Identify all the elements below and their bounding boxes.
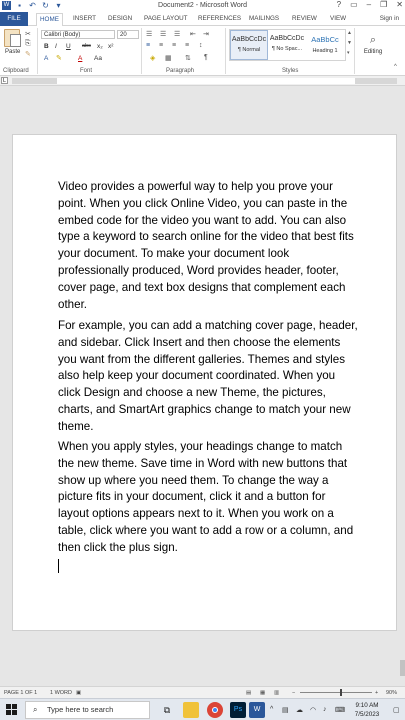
tab-review[interactable]: REVIEW	[292, 15, 317, 22]
taskbar	[0, 698, 405, 720]
style-heading-1[interactable]	[306, 30, 344, 60]
borders-icon[interactable]: ▦	[165, 55, 172, 62]
align-left-icon[interactable]: ≡	[146, 42, 151, 49]
paragraph-group-label: Paragraph	[166, 68, 195, 74]
tab-insert[interactable]: INSERT	[73, 15, 96, 22]
text-effects-button[interactable]: A	[44, 55, 49, 62]
bullets-icon[interactable]: ☰	[146, 31, 153, 38]
change-case-button[interactable]: Aa	[94, 55, 102, 62]
window-controls	[337, 0, 403, 9]
ruler-track	[12, 78, 397, 84]
title-bar	[0, 0, 405, 12]
taskbar-clock[interactable]	[347, 701, 387, 719]
increase-indent-icon[interactable]: ⇥	[203, 31, 209, 38]
styles-scroll-up-icon[interactable]: ▲	[347, 30, 352, 36]
font-color-button[interactable]: A	[78, 55, 83, 62]
paste-icon[interactable]	[4, 29, 20, 47]
numbering-icon[interactable]: ☰	[160, 31, 167, 38]
taskbar-search-input[interactable]	[25, 701, 150, 719]
styles-more-icon[interactable]: ▾	[347, 50, 350, 56]
windows-start-icon[interactable]	[6, 704, 18, 716]
styles-gallery	[229, 29, 346, 61]
web-layout-icon[interactable]: ▥	[274, 690, 280, 696]
collapse-ribbon-icon[interactable]: ^	[394, 64, 397, 70]
cloud-icon[interactable]: ☁	[296, 707, 303, 714]
style-sample: AaBbCc	[311, 35, 339, 44]
decrease-indent-icon[interactable]: ⇤	[190, 31, 196, 38]
zoom-slider[interactable]	[300, 692, 372, 693]
show-formatting-icon[interactable]: ¶	[204, 54, 208, 61]
qat-dropdown-icon[interactable]: ▾	[56, 1, 61, 10]
clock-date: 7/5/2023	[354, 711, 380, 718]
align-right-icon[interactable]: ≡	[172, 42, 177, 49]
tab-references[interactable]: REFERENCES	[198, 15, 242, 22]
undo-icon[interactable]: ↶	[29, 1, 36, 10]
word-count[interactable]: 1 WORD	[50, 690, 72, 696]
paste-button-label[interactable]: Paste	[5, 49, 21, 55]
find-icon: ⌕	[369, 34, 377, 46]
redo-icon[interactable]: ↻	[42, 1, 49, 10]
editing-button[interactable]	[358, 34, 388, 55]
save-icon[interactable]: ▪	[18, 1, 21, 10]
ribbon-tab-bar	[0, 12, 405, 26]
zoom-level[interactable]: 90%	[386, 690, 398, 696]
tab-page-layout[interactable]: PAGE LAYOUT	[144, 15, 188, 22]
bold-button[interactable]: B	[44, 43, 49, 50]
volume-icon[interactable]: ♪	[323, 706, 327, 713]
body-paragraph[interactable]: When you apply styles, your headings change to match the new theme. Save time in Word with new buttons that show up where you need them. To change the way a picture fits in your document, click it and a button for layout options appears next to it. When you work on a table, click where you want to add a row or a column, and then click the plus sign.	[58, 440, 354, 554]
multilevel-list-icon[interactable]: ☰	[174, 31, 181, 38]
document-area[interactable]	[0, 86, 405, 686]
document-page[interactable]	[12, 134, 397, 631]
group-divider	[354, 28, 355, 74]
body-paragraph[interactable]: For example, you can add a matching cover page, header, and sidebar. Click Insert and then choose the elements you want from the different galleries. Themes and styles also help keep your document coordinated. When you click Design and choose a new Theme, the pictures, charts, and SmartArt graphics change to match your new theme.	[58, 319, 358, 433]
font-size-box[interactable]: 20	[117, 30, 139, 39]
underline-button[interactable]: U	[66, 43, 71, 50]
group-divider	[225, 28, 226, 74]
style-no-spacing[interactable]	[268, 30, 306, 60]
task-view-icon[interactable]: ⧉	[163, 705, 171, 715]
search-placeholder: Type here to search	[47, 705, 114, 714]
close-button[interactable]: ✕	[396, 0, 403, 9]
strikethrough-button[interactable]: abc	[82, 43, 91, 49]
ruler-right-margin	[355, 78, 397, 84]
sort-icon[interactable]: ⇅	[185, 55, 191, 62]
file-explorer-icon[interactable]	[183, 702, 199, 718]
subscript-button[interactable]: x₂	[97, 43, 103, 50]
ribbon	[0, 26, 405, 76]
italic-button[interactable]: I	[55, 43, 57, 50]
line-spacing-icon[interactable]: ↕	[199, 42, 203, 49]
style-sample: AaBbCcDc	[269, 35, 305, 42]
word-logo-icon: W	[3, 2, 10, 8]
group-divider	[141, 28, 142, 74]
style-sample: AaBbCcDc	[231, 36, 267, 43]
notifications-icon[interactable]: ▢	[393, 707, 400, 714]
highlight-icon[interactable]: ✎	[56, 55, 62, 62]
clipboard-group-label: Clipboard	[3, 68, 29, 74]
styles-group-label: Styles	[282, 68, 299, 74]
superscript-button[interactable]: x²	[108, 43, 114, 50]
search-icon: ⌕	[33, 705, 38, 714]
tab-home[interactable]: HOME	[36, 13, 63, 27]
zoom-out-button[interactable]: −	[292, 690, 296, 696]
editing-label: Editing	[363, 49, 383, 55]
print-layout-icon[interactable]: ▦	[260, 690, 266, 696]
vertical-scrollbar-thumb[interactable]	[400, 660, 405, 676]
proofing-icon[interactable]: ▣	[76, 690, 82, 696]
window-title: Document2 - Microsoft Word	[158, 2, 247, 9]
horizontal-ruler[interactable]	[0, 76, 405, 86]
justify-icon[interactable]: ≡	[185, 42, 190, 49]
clock-time: 9:10 AM	[355, 702, 379, 709]
page-count[interactable]: PAGE 1 OF 1	[4, 690, 38, 696]
group-divider	[37, 28, 38, 74]
format-painter-icon[interactable]: ✎	[25, 51, 31, 58]
text-cursor	[58, 559, 59, 573]
minimize-button[interactable]: –	[366, 0, 372, 9]
tray-overflow-icon[interactable]: ^	[270, 706, 274, 713]
font-group-label: Font	[80, 68, 93, 74]
ruler-left-margin	[12, 78, 57, 84]
style-normal[interactable]	[230, 30, 268, 60]
cut-icon[interactable]: ✂	[25, 31, 31, 38]
style-name: Heading 1	[312, 48, 338, 54]
language-icon[interactable]: ⌨	[335, 707, 346, 714]
help-button[interactable]: ?	[336, 0, 342, 9]
tab-mailings[interactable]: MAILINGS	[249, 15, 280, 22]
zoom-slider-knob[interactable]	[340, 689, 342, 696]
tab-selector-icon[interactable]: L	[1, 77, 8, 84]
photoshop-icon[interactable]: Ps	[230, 702, 246, 718]
ribbon-display-icon[interactable]: ▭	[350, 0, 358, 9]
style-name: ¶ No Spac...	[271, 46, 303, 52]
font-name-box[interactable]: Calibri (Body)	[41, 30, 115, 39]
align-center-icon[interactable]: ≡	[159, 42, 164, 49]
sign-in-link[interactable]: Sign in	[379, 15, 399, 22]
network-icon[interactable]: ▤	[282, 707, 289, 714]
styles-scroll-down-icon[interactable]: ▼	[347, 40, 352, 46]
tab-file[interactable]: FILE	[0, 12, 28, 26]
wifi-icon[interactable]: ◠	[310, 707, 317, 714]
shading-icon[interactable]: ◈	[150, 55, 156, 62]
copy-icon[interactable]: ⎘	[25, 40, 31, 47]
chrome-icon[interactable]	[207, 702, 223, 718]
read-mode-icon[interactable]: ▤	[246, 690, 252, 696]
tab-view[interactable]: VIEW	[330, 15, 347, 22]
zoom-in-button[interactable]: +	[375, 690, 379, 696]
style-name: ¶ Normal	[237, 47, 261, 53]
status-bar	[0, 686, 405, 698]
word-taskbar-icon[interactable]: W	[249, 702, 265, 718]
body-paragraph[interactable]: Video provides a powerful way to help you prove your point. When you click Online Video, you can paste in the embed code for the video you want to add. You can also type a keyword to search online for the video that best fits your document. To make your document look professionally produced, Word provides header, footer, cover page, and text box designs that complement each other.	[58, 180, 354, 311]
tab-design[interactable]: DESIGN	[108, 15, 133, 22]
restore-button[interactable]: ❐	[380, 0, 388, 9]
